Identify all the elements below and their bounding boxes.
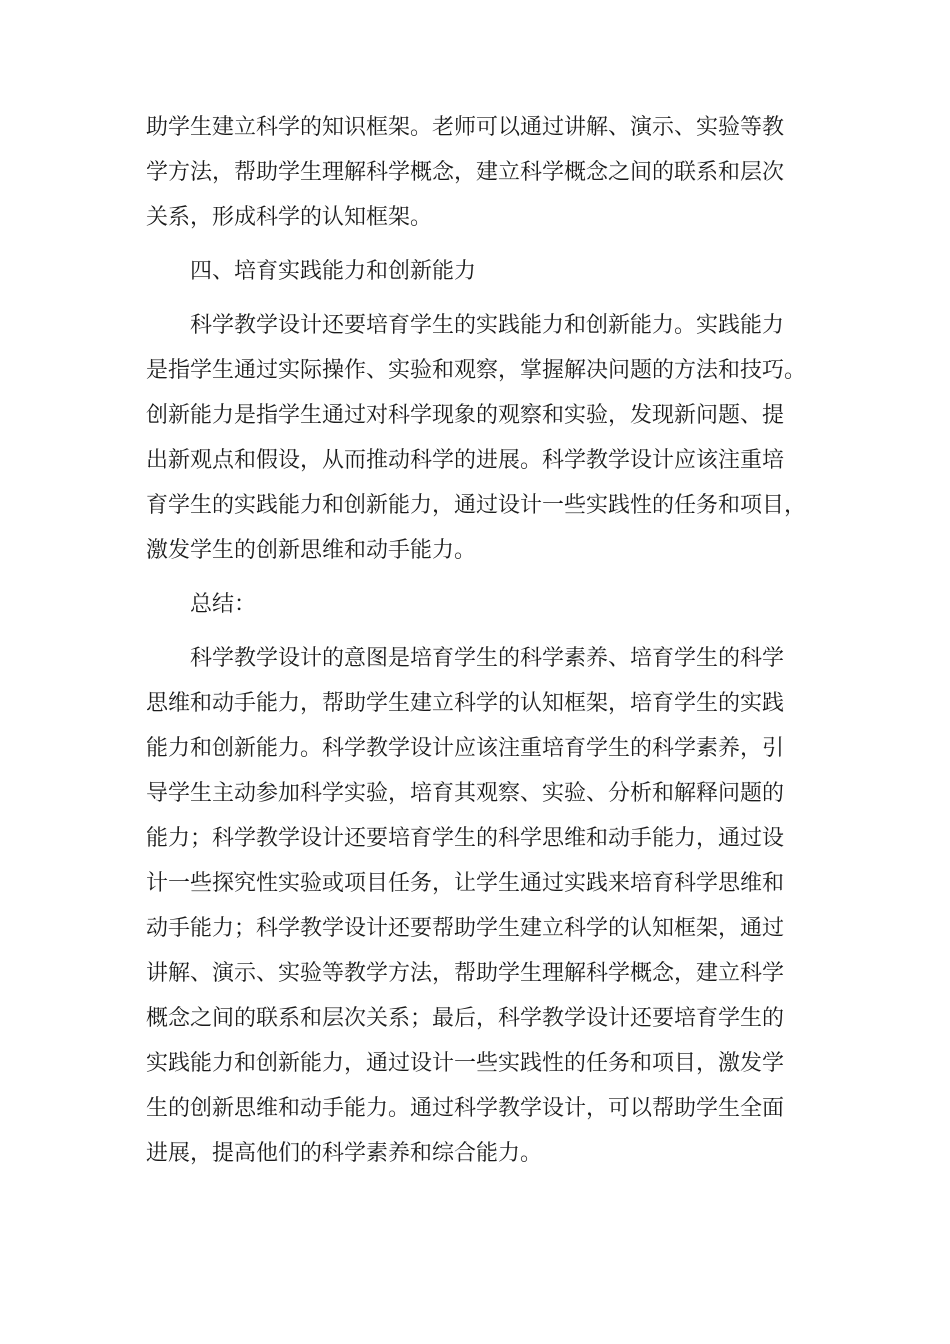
document-body xyxy=(146,105,806,1176)
text-line: 学方法，帮助学生理解科学概念，建立科学概念之间的联系和层次 xyxy=(146,160,785,185)
text-line: 出新观点和假设，从而推动科学的进展。科学教学设计应该注重培 xyxy=(146,448,785,473)
text-line: 导学生主动参加科学实验，培育其观察、实验、分析和解释问题的 xyxy=(146,781,785,806)
text-line: 概念之间的联系和层次关系；最后，科学教学设计还要培育学生的 xyxy=(146,1006,785,1031)
text-line: 生的创新思维和动手能力。通过科学教学设计，可以帮助学生全面 xyxy=(146,1096,785,1121)
paragraph-summary xyxy=(146,636,806,1176)
summary-heading: 总结： xyxy=(190,592,257,617)
text-line: 关系，形成科学的认知框架。 xyxy=(146,205,433,230)
text-line: 育学生的实践能力和创新能力，通过设计一些实践性的任务和项目， xyxy=(146,493,807,518)
text-line: 实践能力和创新能力，通过设计一些实践性的任务和项目，激发学 xyxy=(146,1051,785,1076)
text-line: 科学教学设计还要培育学生的实践能力和创新能力。实践能力 xyxy=(190,313,785,338)
text-line: 动手能力；科学教学设计还要帮助学生建立科学的认知框架，通过 xyxy=(146,916,785,941)
text-line: 讲解、演示、实验等教学方法，帮助学生理解科学概念，建立科学 xyxy=(146,961,785,986)
text-line: 能力；科学教学设计还要培育学生的科学思维和动手能力，通过设 xyxy=(146,826,785,851)
text-line: 激发学生的创新思维和动手能力。 xyxy=(146,538,477,563)
paragraph-continuation xyxy=(146,105,806,240)
text-line: 是指学生通过实际操作、实验和观察，掌握解决问题的方法和技巧。 xyxy=(146,358,807,383)
text-line: 助学生建立科学的知识框架。老师可以通过讲解、演示、实验等教 xyxy=(146,115,785,140)
text-line: 创新能力是指学生通过对科学现象的观察和实验，发现新问题、提 xyxy=(146,403,785,428)
text-line: 思维和动手能力，帮助学生建立科学的认知框架，培育学生的实践 xyxy=(146,691,785,716)
section-heading: 四、培育实践能力和创新能力 xyxy=(190,259,477,284)
text-line: 计一些探究性实验或项目任务，让学生通过实践来培育科学思维和 xyxy=(146,871,785,896)
text-line: 能力和创新能力。科学教学设计应该注重培育学生的科学素养，引 xyxy=(146,736,785,761)
text-line: 进展，提高他们的科学素养和综合能力。 xyxy=(146,1141,543,1166)
text-line: 科学教学设计的意图是培育学生的科学素养、培育学生的科学 xyxy=(190,646,785,671)
paragraph-practice-innovation xyxy=(146,303,806,573)
